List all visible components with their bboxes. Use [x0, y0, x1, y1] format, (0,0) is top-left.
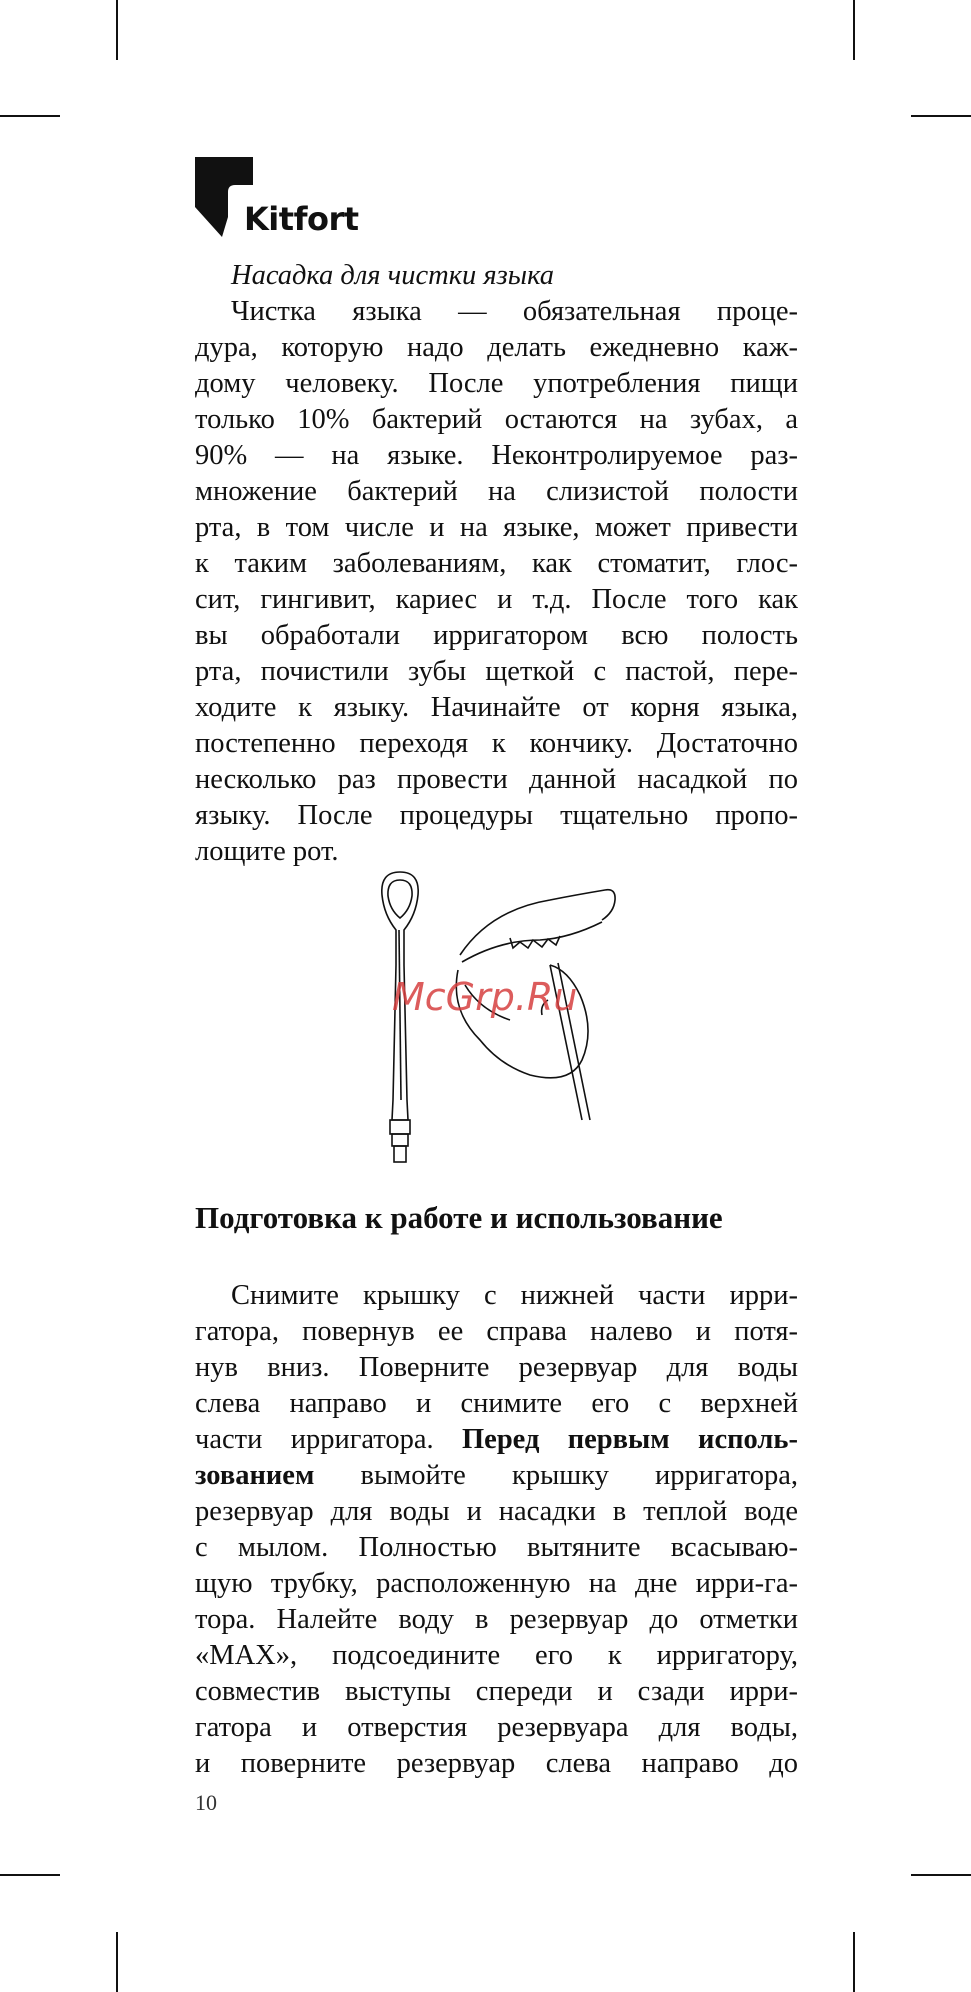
- paragraph-line: нув вниз. Поверните резервуар для воды: [195, 1352, 798, 1383]
- section-subtitle: Насадка для чистки языка: [231, 260, 554, 291]
- preparation-section: [195, 1278, 798, 1782]
- paragraph-line: 90% — на языке. Неконтролируемое раз-: [195, 440, 798, 471]
- paragraph-line: дому человеку. После употребления пищи: [195, 368, 798, 399]
- tongue-cleaner-section: [195, 258, 798, 870]
- paragraph-line-mixed: [195, 1458, 798, 1494]
- paragraph-line: постепенно переходя к кончику. Достаточно: [195, 728, 798, 759]
- watermark-text: McGrp.Ru: [392, 975, 578, 1019]
- paragraph-line: рта, в том числе и на языке, может привести: [195, 512, 798, 543]
- paragraph-line: совместив выступы спереди и сзади ирри-: [195, 1676, 798, 1707]
- crop-mark-bottom-right-h: [911, 1874, 971, 1876]
- paragraph-line: резервуар для воды и насадки в теплой воде: [195, 1496, 798, 1527]
- paragraph-line: тора. Налейте воду в резервуар до отметки: [195, 1604, 798, 1635]
- paragraph-text: вымойте крышку ирригатора,: [314, 1460, 798, 1491]
- section-heading: Подготовка к работе и использование: [195, 1200, 723, 1235]
- paragraph-line: Чистка языка — обязательная проце-: [231, 296, 798, 327]
- brand-name: Kitfort: [244, 200, 359, 238]
- paragraph-line: слева направо и снимите его с верхней: [195, 1388, 798, 1419]
- paragraph-line: щую трубку, расположенную на дне ирри-га-: [195, 1568, 798, 1599]
- paragraph-line: и поверните резервуар слева направо до: [195, 1748, 798, 1779]
- paragraph-line: с мылом. Полностью вытяните всасываю-: [195, 1532, 798, 1563]
- paragraph-line: дура, которую надо делать ежедневно каж-: [195, 332, 798, 363]
- crop-mark-top-left-h: [0, 115, 60, 117]
- paragraph-line: Снимите крышку с нижней части ирри-: [231, 1280, 798, 1311]
- crop-mark-top-right-h: [911, 115, 971, 117]
- crop-mark-bottom-left-v: [116, 1932, 118, 1992]
- paragraph-line: рта, почистили зубы щеткой с пастой, пере-: [195, 656, 798, 687]
- emphasis-text: зованием: [195, 1460, 315, 1491]
- paragraph-line: множение бактерий на слизистой полости: [195, 476, 798, 507]
- crop-mark-bottom-right-v: [853, 1932, 855, 1992]
- paragraph-line: только 10% бактерий остаются на зубах, а: [195, 404, 798, 435]
- paragraph-line-mixed: [195, 1422, 798, 1458]
- page-number: 10: [195, 1790, 217, 1815]
- paragraph-text: части ирригатора.: [195, 1424, 463, 1455]
- tongue-cleaner-illustration: [370, 870, 660, 1170]
- paragraph-line: лощите рот.: [195, 836, 339, 867]
- paragraph-line: гатора и отверстия резервуара для воды,: [195, 1712, 798, 1743]
- paragraph-line: вы обработали ирригатором всю полость: [195, 620, 798, 651]
- paragraph-line: несколько раз провести данной насадкой по: [195, 764, 798, 795]
- paragraph-line: гатора, повернув ее справа налево и потя-: [195, 1316, 798, 1347]
- paragraph-line: языку. После процедуры тщательно пропо-: [195, 800, 798, 831]
- paragraph-line: сит, гингивит, кариес и т.д. После того как: [195, 584, 798, 615]
- crop-mark-bottom-left-h: [0, 1874, 60, 1876]
- crop-mark-top-left-v: [116, 0, 118, 60]
- paragraph-line: «MAX», подсоедините его к ирригатору,: [195, 1640, 798, 1671]
- emphasis-text: Перед первым исполь-: [462, 1424, 798, 1455]
- paragraph-line: ходите к языку. Начинайте от корня языка,: [195, 692, 798, 723]
- crop-mark-top-right-v: [853, 0, 855, 60]
- paragraph-line: к таким заболеваниям, как стоматит, глос-: [195, 548, 798, 579]
